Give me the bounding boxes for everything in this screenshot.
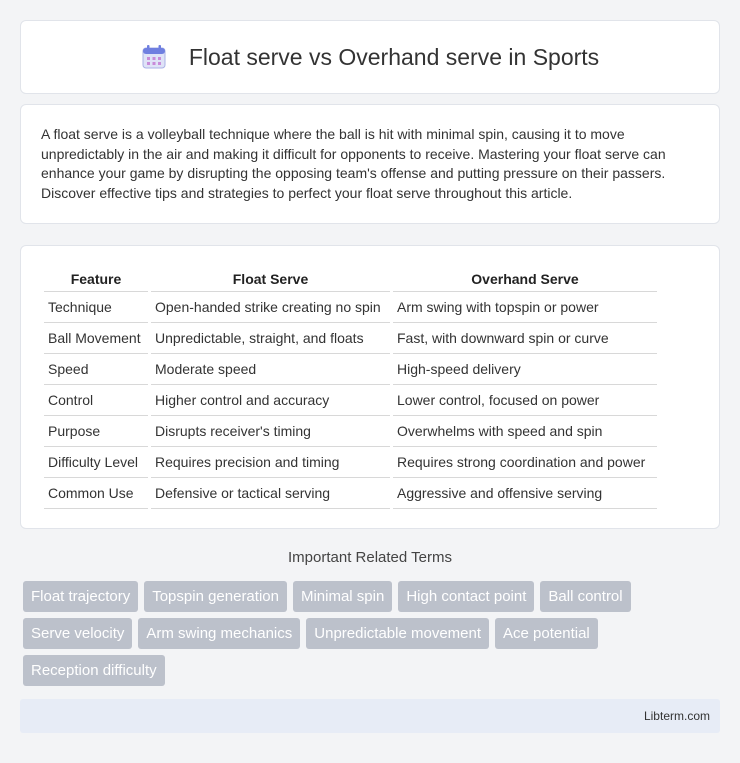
- footer: [20, 699, 720, 733]
- related-term-tag[interactable]: Reception difficulty: [23, 655, 165, 686]
- related-term-tag[interactable]: Unpredictable movement: [306, 618, 489, 649]
- table-cell: Arm swing with topspin or power: [393, 292, 657, 323]
- title-card: [20, 20, 720, 94]
- table-cell: Common Use: [44, 478, 148, 509]
- table-header-feature: Feature: [44, 266, 148, 292]
- calendar-icon: [141, 44, 167, 70]
- table-cell: Difficulty Level: [44, 447, 148, 478]
- table-cell: Purpose: [44, 416, 148, 447]
- table-cell: Ball Movement: [44, 323, 148, 354]
- related-term-tag[interactable]: Minimal spin: [293, 581, 392, 612]
- related-term-tag[interactable]: Topspin generation: [144, 581, 287, 612]
- related-term-tag[interactable]: High contact point: [398, 581, 534, 612]
- table-header-row: [44, 266, 657, 292]
- table-cell: Moderate speed: [151, 354, 390, 385]
- related-term-tag[interactable]: Ace potential: [495, 618, 598, 649]
- footer-site-link[interactable]: Libterm.com: [643, 709, 710, 723]
- table-header-overhand-serve: Overhand Serve: [393, 266, 657, 292]
- table-cell: Requires precision and timing: [151, 447, 390, 478]
- table-cell: Fast, with downward spin or curve: [393, 323, 657, 354]
- related-terms-title: Important Related Terms: [288, 549, 452, 566]
- table-row: [44, 292, 657, 323]
- table-row: [44, 478, 657, 509]
- table-row: [44, 354, 657, 385]
- table-cell: Requires strong coordination and power: [393, 447, 657, 478]
- table-cell: Control: [44, 385, 148, 416]
- table-cell: High-speed delivery: [393, 354, 657, 385]
- comparison-table: [41, 266, 660, 509]
- table-cell: Lower control, focused on power: [393, 385, 657, 416]
- table-cell: Overwhelms with speed and spin: [393, 416, 657, 447]
- related-term-tag[interactable]: Serve velocity: [23, 618, 132, 649]
- related-term-tag[interactable]: Arm swing mechanics: [138, 618, 300, 649]
- related-term-tag[interactable]: Ball control: [540, 581, 630, 612]
- table-cell: Unpredictable, straight, and floats: [151, 323, 390, 354]
- related-terms-list: [23, 581, 723, 692]
- table-header-float-serve: Float Serve: [151, 266, 390, 292]
- table-cell: Aggressive and offensive serving: [393, 478, 657, 509]
- table-row: [44, 447, 657, 478]
- table-row: [44, 323, 657, 354]
- intro-text: A float serve is a volleyball technique where the ball is hit with minimal spin, causing it to move unpredictably in the air and making it difficult for opponents to receive. Mastering your float serve can enhance your game by disrupting the opposing team's offense and putting pressure on their passers. Discover effective tips and strategies to perfect your float serve throughout this article.: [41, 126, 666, 201]
- comparison-table-card: [20, 245, 720, 529]
- table-row: [44, 416, 657, 447]
- table-cell: Open-handed strike creating no spin: [151, 292, 390, 323]
- page-title: Float serve vs Overhand serve in Sports: [188, 43, 600, 70]
- intro-card: [20, 104, 720, 224]
- table-cell: Higher control and accuracy: [151, 385, 390, 416]
- related-term-tag[interactable]: Float trajectory: [23, 581, 138, 612]
- table-cell: Speed: [44, 354, 148, 385]
- table-cell: Disrupts receiver's timing: [151, 416, 390, 447]
- table-row: [44, 385, 657, 416]
- table-cell: Technique: [44, 292, 148, 323]
- table-cell: Defensive or tactical serving: [151, 478, 390, 509]
